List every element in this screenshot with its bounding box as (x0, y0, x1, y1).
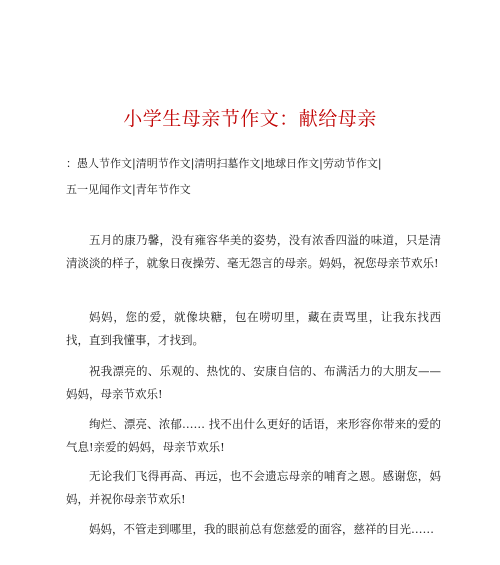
paragraph-text: 五月的康乃馨，没有雍容华美的姿势，没有浓香四溢的味道，只是清清淡淡的样子，就象日夜操劳、毫无怨言的母亲。妈妈，祝您母亲节欢乐! (66, 233, 441, 270)
paragraph-text: 无论我们飞得再高、再远，也不会遗忘母亲的哺育之恩。感谢您，妈妈，并祝你母亲节欢乐! (66, 469, 441, 506)
paragraph-text: 绚烂、漂亮、浓郁…… 找不出什么更好的话语，来形容你带来的爱的气息!亲爱的妈妈，母亲节欢乐! (66, 417, 441, 454)
paragraph (66, 465, 441, 511)
paragraph (66, 306, 441, 352)
paragraph (66, 360, 441, 406)
paragraph-text: 妈妈，不管走到哪里，我的眼前总有您慈爱的面容，慈祥的目光…… (89, 522, 434, 536)
related-links-line[interactable]: ：愚人节作文|清明节作文|清明扫墓作文|地球日作文|劳动节作文| (66, 157, 382, 170)
document-title: 小学生母亲节作文：献给母亲 (123, 108, 377, 130)
paragraph (66, 413, 441, 459)
paragraph-text: 妈妈，您的爱，就像块糖，包在唠叨里，藏在责骂里，让我东找西找，直到我懂事，才找到。 (66, 310, 441, 347)
related-links-line[interactable]: 五一见闻作文|青年节作文 (66, 183, 191, 196)
related-links (66, 151, 441, 203)
paragraph (66, 518, 441, 541)
paragraph-text: 祝我漂亮的、乐观的、热忱的、安康自信的、布满活力的大朋友——妈妈，母亲节欢乐! (66, 364, 441, 401)
paragraph (66, 229, 441, 275)
